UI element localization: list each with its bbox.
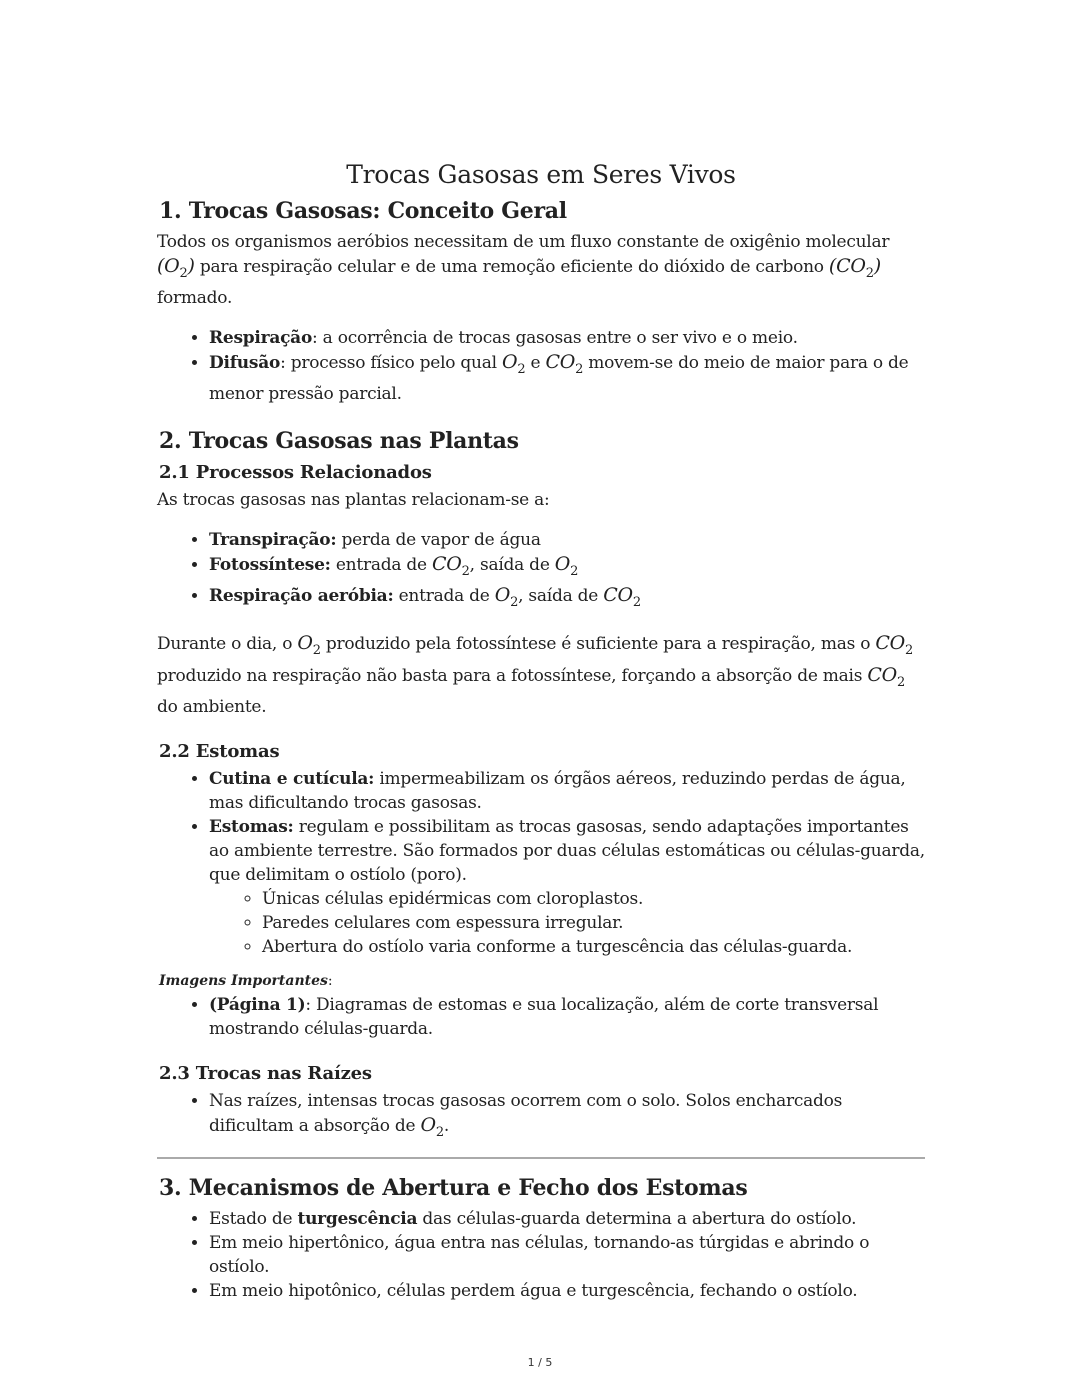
formula-o2-base: (O — [157, 255, 180, 277]
images-label-text: Imagens Importantes — [159, 972, 328, 989]
intro-text-3: formado. — [157, 287, 233, 308]
formula-co2 — [828, 255, 881, 281]
bullet-text: movem-se do meio de maior para o de menor pressão parcial. — [209, 352, 909, 404]
formula-co2-base: (CO — [828, 255, 866, 277]
formula-o2 — [157, 255, 195, 281]
bullet-term: turgescência — [297, 1208, 418, 1229]
bullet-text: . — [443, 1115, 449, 1136]
formula-subscript: 2 — [905, 642, 914, 658]
formula-o2 — [554, 552, 579, 579]
subsection-2-1-intro: As trocas gasosas nas plantas relacionam-se a: — [157, 489, 550, 510]
bullet-text: entrada de — [393, 586, 495, 607]
formula-subscript: 2 — [575, 361, 584, 377]
formula-subscript: 2 — [897, 674, 906, 690]
list-item — [209, 350, 925, 406]
sublist-item: ◦ Paredes celulares com espessura irregular. — [262, 911, 925, 935]
intro-text-1: Todos os organismos aeróbios necessitam de um fluxo constante de oxigênio molecular — [157, 232, 890, 252]
formula-base: O — [501, 350, 518, 373]
list-item: • Em meio hipotônico, células perdem água e turgescência, fechando o ostíolo. — [209, 1279, 925, 1303]
intro-text-2: para respiração celular e de uma remoção eficiente do dióxido de carbono — [194, 257, 829, 277]
subsection-2-1-paragraph — [157, 631, 925, 719]
list-item: • Em meio hipertônico, água entra nas células, tornando-as túrgidas e abrindo o ostíolo. — [209, 1231, 925, 1279]
subsection-2-3-list — [157, 1089, 925, 1145]
bullet-text: , saída de — [469, 554, 555, 575]
section-1-intro — [157, 230, 925, 310]
section-3-list — [157, 1207, 925, 1303]
subsection-2-2-list — [157, 767, 925, 959]
formula-co2 — [867, 663, 906, 690]
formula-subscript: 2 — [179, 265, 188, 281]
formula-paren: ) — [873, 255, 881, 277]
formula-base: CO — [867, 663, 897, 686]
bullet-term: Difusão — [209, 352, 281, 373]
bullet-text: , saída de — [518, 586, 604, 607]
formula-base: O — [297, 632, 313, 655]
paragraph-text: produzido na respiração não basta para a fotossíntese, forçando a absorção de mais — [157, 665, 868, 686]
formula-paren: ) — [187, 255, 195, 277]
bullet-text: perda de vapor de água — [336, 529, 541, 550]
document-page — [157, 158, 925, 1319]
section-1-heading: 1. Trocas Gasosas: Conceito Geral — [159, 198, 567, 224]
sublist-item: ◦ Abertura do ostíolo varia conforme a turgescência das células-guarda. — [262, 935, 925, 959]
formula-subscript: 2 — [435, 1124, 444, 1140]
formula-subscript: 2 — [510, 595, 519, 611]
list-item — [209, 815, 925, 959]
images-list — [157, 993, 925, 1041]
bullet-term: Fotossíntese: — [209, 554, 331, 575]
section-divider — [157, 1157, 925, 1159]
bullet-term: Cutina e cutícula: — [209, 768, 375, 789]
formula-base: CO — [603, 584, 633, 607]
formula-base: O — [420, 1113, 436, 1136]
formula-o2 — [297, 632, 321, 658]
formula-subscript: 2 — [632, 595, 641, 611]
subsection-2-3-heading: 2.3 Trocas nas Raízes — [159, 1062, 372, 1084]
section-1-list — [157, 326, 925, 406]
formula-base: CO — [545, 350, 576, 373]
formula-base: CO — [875, 632, 905, 655]
bullet-text: Nas raízes, intensas trocas gasosas ocorrem com o solo. Solos encharcados dificultam a absorção de — [209, 1090, 843, 1136]
bullet-text: regulam e possibilitam as trocas gasosas, sendo adaptações importantes ao ambiente terrestre. São formados por duas células estomáticas ou células-guarda, que delimitam o ostíolo (poro). — [209, 816, 925, 885]
subsection-2-1-heading: 2.1 Processos Relacionados — [159, 461, 432, 483]
list-item — [209, 583, 925, 615]
subsection-2-2-heading: 2.2 Estomas — [159, 740, 280, 762]
images-label — [159, 969, 925, 993]
bullet-term: Respiração aeróbia: — [209, 586, 394, 607]
bullet-text: impermeabilizam os órgãos aéreos, reduzindo perdas de água, mas dificultando trocas gasosas. — [209, 768, 906, 813]
formula-subscript: 2 — [312, 642, 321, 658]
bullet-text: entrada de — [330, 554, 432, 575]
bullet-text: : processo físico pelo qual — [280, 352, 502, 373]
formula-co2 — [545, 350, 584, 377]
bullet-term: (Página 1) — [209, 994, 306, 1015]
bullet-term: Respiração — [209, 327, 313, 348]
bullet-text: : Diagramas de estomas e sua localização, além de corte transversal mostrando células-guarda. — [209, 994, 879, 1039]
formula-co2 — [603, 584, 641, 611]
formula-subscript: 2 — [865, 265, 874, 281]
images-label-colon: : — [327, 972, 333, 989]
section-2-heading: 2. Trocas Gasosas nas Plantas — [159, 427, 519, 454]
list-item — [209, 1207, 925, 1231]
formula-subscript: 2 — [570, 563, 579, 579]
list-item — [209, 1089, 925, 1145]
formula-o2 — [420, 1113, 444, 1140]
formula-base: O — [494, 584, 511, 607]
list-item — [209, 767, 925, 815]
bullet-text: : a ocorrência de trocas gasosas entre o ser vivo e o meio. — [312, 327, 798, 348]
formula-co2 — [875, 632, 914, 658]
formula-co2 — [432, 552, 470, 579]
list-item — [209, 528, 925, 552]
formula-base: CO — [432, 552, 462, 575]
paragraph-text: do ambiente. — [157, 696, 267, 717]
list-item — [209, 993, 925, 1041]
stomata-sublist — [209, 887, 925, 959]
formula-subscript: 2 — [517, 361, 526, 377]
bullet-text: Estado de — [209, 1208, 298, 1229]
bullet-term: Transpiração: — [209, 529, 337, 550]
bullet-text: das células-guarda determina a abertura do ostíolo. — [417, 1208, 857, 1229]
formula-o2 — [501, 350, 526, 377]
paragraph-text: Durante o dia, o — [157, 634, 298, 655]
bullet-term: Estomas: — [209, 816, 294, 837]
section-3-heading: 3. Mecanismos de Abertura e Fecho dos Estomas — [159, 1174, 748, 1201]
bullet-text: e — [525, 352, 546, 373]
formula-o2 — [494, 584, 519, 611]
page-indicator: 1 / 5 — [527, 1356, 553, 1369]
list-item — [209, 326, 925, 350]
list-item — [209, 552, 925, 584]
document-title: Trocas Gasosas em Seres Vivos — [346, 160, 736, 189]
formula-base: O — [554, 552, 571, 575]
paragraph-text: produzido pela fotossíntese é suficiente para a respiração, mas o — [320, 634, 876, 655]
subsection-2-1-list — [157, 528, 925, 616]
sublist-item: ◦ Únicas células epidérmicas com cloroplastos. — [262, 887, 925, 911]
formula-subscript: 2 — [461, 563, 470, 579]
